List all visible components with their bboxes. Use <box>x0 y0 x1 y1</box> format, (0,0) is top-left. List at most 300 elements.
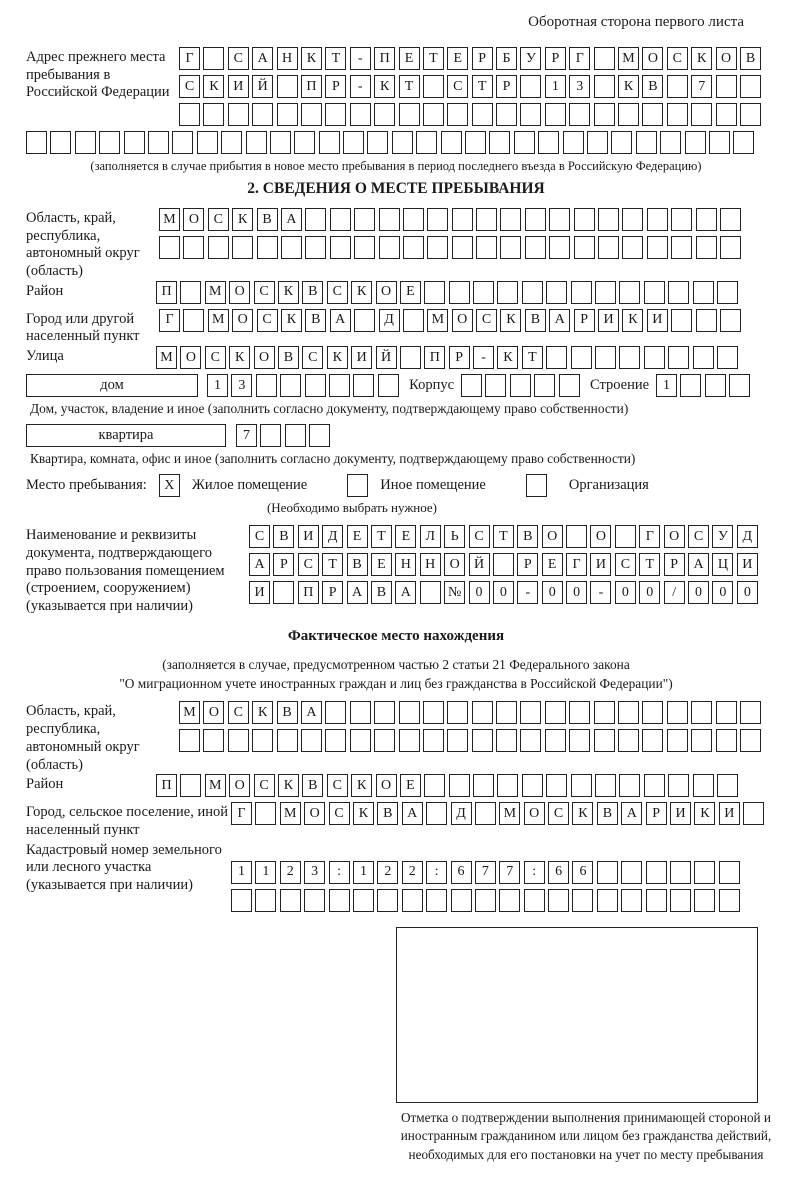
char-cell <box>256 374 277 397</box>
checkbox-organization <box>526 474 547 497</box>
char-cell <box>647 236 668 259</box>
char-cell <box>476 208 497 231</box>
char-cell <box>447 103 468 126</box>
char-cell <box>325 103 346 126</box>
stroenie-label: Строение <box>589 377 650 394</box>
document-row-3 <box>249 581 761 604</box>
char-cell <box>343 131 364 154</box>
char-cell: С <box>329 802 350 825</box>
char-cell <box>520 701 541 724</box>
char-cell <box>305 208 326 231</box>
char-cell: П <box>374 47 395 70</box>
char-cell: К <box>278 774 299 797</box>
korpus-cells <box>461 374 583 397</box>
char-cell: - <box>517 581 538 604</box>
char-cell <box>720 236 741 259</box>
char-cell: Ц <box>712 553 733 576</box>
option-residential-label: Жилое помещение <box>191 477 308 494</box>
char-cell: 6 <box>548 861 569 884</box>
char-cell <box>693 346 714 369</box>
char-cell: А <box>549 309 570 332</box>
char-cell <box>447 729 468 752</box>
char-cell: С <box>469 525 490 548</box>
fact-city-row <box>231 802 768 825</box>
char-cell <box>670 889 691 912</box>
fact-district-label: Район <box>26 776 64 793</box>
char-cell <box>671 309 692 332</box>
char-cell: С <box>298 553 319 576</box>
char-cell <box>246 131 267 154</box>
char-cell: О <box>524 802 545 825</box>
char-cell <box>350 701 371 724</box>
char-cell: В <box>273 525 294 548</box>
char-cell <box>301 103 322 126</box>
char-cell: 7 <box>499 861 520 884</box>
char-cell: 1 <box>545 75 566 98</box>
char-cell <box>546 281 567 304</box>
char-cell: И <box>351 346 372 369</box>
char-cell <box>179 729 200 752</box>
char-cell: К <box>500 309 521 332</box>
char-cell <box>667 701 688 724</box>
char-cell: Д <box>451 802 472 825</box>
char-cell <box>594 103 615 126</box>
char-cell: В <box>525 309 546 332</box>
char-cell <box>423 729 444 752</box>
char-cell: С <box>667 47 688 70</box>
char-cell: К <box>622 309 643 332</box>
fact-district-field <box>26 774 766 802</box>
char-cell <box>716 729 737 752</box>
char-cell <box>670 861 691 884</box>
char-cell: С <box>257 309 278 332</box>
char-cell <box>148 131 169 154</box>
char-cell <box>203 729 224 752</box>
fact-region-row-2 <box>179 729 764 752</box>
char-cell <box>197 131 218 154</box>
char-cell: 0 <box>615 581 636 604</box>
char-cell: И <box>647 309 668 332</box>
char-cell <box>594 75 615 98</box>
char-cell <box>729 374 750 397</box>
char-cell: В <box>302 774 323 797</box>
char-cell <box>520 729 541 752</box>
char-cell <box>353 889 374 912</box>
char-cell: Б <box>496 47 517 70</box>
char-cell: Р <box>517 553 538 576</box>
char-cell: К <box>618 75 639 98</box>
char-cell: М <box>618 47 639 70</box>
fact-district-row <box>156 774 741 797</box>
char-cell <box>392 131 413 154</box>
char-cell <box>719 889 740 912</box>
char-cell <box>367 131 388 154</box>
char-cell: Е <box>542 553 563 576</box>
char-cell: А <box>395 581 416 604</box>
char-cell <box>277 729 298 752</box>
char-cell <box>571 774 592 797</box>
char-cell <box>694 861 715 884</box>
char-cell <box>500 236 521 259</box>
char-cell: Р <box>472 47 493 70</box>
char-cell: М <box>499 802 520 825</box>
char-cell: И <box>737 553 758 576</box>
char-cell <box>691 103 712 126</box>
char-cell <box>330 236 351 259</box>
char-cell: И <box>670 802 691 825</box>
char-cell <box>325 701 346 724</box>
char-cell <box>350 103 371 126</box>
char-cell <box>403 236 424 259</box>
char-cell: А <box>688 553 709 576</box>
char-cell <box>668 346 689 369</box>
char-cell: К <box>229 346 250 369</box>
char-cell <box>595 346 616 369</box>
char-cell: Н <box>420 553 441 576</box>
char-cell: Н <box>395 553 416 576</box>
char-cell <box>452 236 473 259</box>
char-cell <box>646 861 667 884</box>
char-cell <box>667 75 688 98</box>
char-cell: В <box>277 701 298 724</box>
char-cell: О <box>180 346 201 369</box>
region-grid <box>159 208 744 264</box>
char-cell <box>525 208 546 231</box>
char-cell: Г <box>639 525 660 548</box>
char-cell: Р <box>664 553 685 576</box>
fact-region-field <box>26 701 766 774</box>
char-cell <box>644 281 665 304</box>
char-cell: : <box>426 861 447 884</box>
char-cell <box>660 131 681 154</box>
prev-address-caption: (заполняется в случае прибытия в новое место пребывания в период последнего въезда в Российскую Федерацию) <box>90 159 702 173</box>
char-cell <box>618 103 639 126</box>
char-cell <box>587 131 608 154</box>
char-cell: О <box>376 774 397 797</box>
char-cell <box>75 131 96 154</box>
char-cell: М <box>159 208 180 231</box>
char-cell <box>441 131 462 154</box>
char-cell: К <box>572 802 593 825</box>
char-cell <box>716 75 737 98</box>
char-cell: О <box>542 525 563 548</box>
char-cell: О <box>642 47 663 70</box>
char-cell <box>496 701 517 724</box>
district-field <box>26 281 766 309</box>
char-cell: Г <box>231 802 252 825</box>
char-cell <box>500 208 521 231</box>
char-cell <box>719 861 740 884</box>
char-cell: С <box>254 281 275 304</box>
char-cell <box>598 236 619 259</box>
prev-address-row-4 <box>26 131 766 154</box>
city-field <box>26 309 766 346</box>
prev-address-row-3 <box>179 103 764 126</box>
char-cell <box>496 103 517 126</box>
char-cell <box>549 208 570 231</box>
char-cell <box>485 374 506 397</box>
char-cell: В <box>302 281 323 304</box>
korpus-label: Корпус <box>409 377 455 394</box>
stamp-box <box>396 927 758 1103</box>
char-cell <box>709 131 730 154</box>
char-cell: Й <box>376 346 397 369</box>
char-cell <box>424 281 445 304</box>
char-cell: О <box>183 208 204 231</box>
char-cell <box>671 208 692 231</box>
char-cell <box>400 346 421 369</box>
char-cell: 0 <box>712 581 733 604</box>
char-cell <box>304 889 325 912</box>
char-cell: С <box>254 774 275 797</box>
char-cell: 7 <box>475 861 496 884</box>
char-cell <box>473 281 494 304</box>
char-cell <box>472 729 493 752</box>
actual-location-caption <box>26 655 766 694</box>
char-cell <box>597 889 618 912</box>
actual-location-title: Фактическое место нахождения <box>287 627 505 644</box>
char-cell: О <box>716 47 737 70</box>
char-cell <box>496 729 517 752</box>
district-label: Район <box>26 282 64 299</box>
char-cell: Й <box>469 553 490 576</box>
char-cell <box>447 701 468 724</box>
char-cell <box>257 236 278 259</box>
char-cell: С <box>179 75 200 98</box>
char-cell: Ь <box>444 525 465 548</box>
char-cell: С <box>476 309 497 332</box>
street-label: Улица <box>26 348 64 365</box>
char-cell: 7 <box>691 75 712 98</box>
char-cell: А <box>301 701 322 724</box>
char-cell <box>740 729 761 752</box>
char-cell <box>305 374 326 397</box>
char-cell: 3 <box>569 75 590 98</box>
char-cell <box>402 889 423 912</box>
char-cell: Т <box>472 75 493 98</box>
char-cell <box>569 729 590 752</box>
char-cell: С <box>228 701 249 724</box>
char-cell <box>294 131 315 154</box>
char-cell <box>330 208 351 231</box>
char-cell <box>378 374 399 397</box>
char-cell <box>619 281 640 304</box>
char-cell: И <box>598 309 619 332</box>
char-cell: С <box>327 774 348 797</box>
char-cell <box>280 889 301 912</box>
document-grid <box>249 525 761 609</box>
char-cell <box>520 75 541 98</box>
char-cell <box>260 424 281 447</box>
char-cell <box>619 774 640 797</box>
char-cell: В <box>740 47 761 70</box>
char-cell: С <box>302 346 323 369</box>
header-note: Оборотная сторона первого листа <box>528 14 744 30</box>
char-cell: В <box>278 346 299 369</box>
char-cell: : <box>524 861 545 884</box>
char-cell <box>252 103 273 126</box>
char-cell <box>740 103 761 126</box>
char-cell: О <box>664 525 685 548</box>
char-cell: Т <box>371 525 392 548</box>
char-cell <box>594 701 615 724</box>
char-cell <box>280 374 301 397</box>
region-row-2 <box>159 236 744 259</box>
char-cell: Г <box>159 309 180 332</box>
char-cell: В <box>347 553 368 576</box>
char-cell: Е <box>395 525 416 548</box>
char-cell <box>743 802 764 825</box>
char-cell <box>644 346 665 369</box>
apartment-box: квартира <box>26 424 226 447</box>
region-field <box>26 208 766 281</box>
street-row <box>156 346 741 369</box>
char-cell: Г <box>566 553 587 576</box>
char-cell <box>522 281 543 304</box>
char-cell <box>301 729 322 752</box>
char-cell <box>228 103 249 126</box>
char-cell: 1 <box>353 861 374 884</box>
char-cell <box>427 208 448 231</box>
char-cell: Н <box>277 47 298 70</box>
char-cell: 2 <box>402 861 423 884</box>
region-label: Область, край, республика, автономный округ (область) <box>26 210 140 280</box>
char-cell <box>180 774 201 797</box>
char-cell: Л <box>420 525 441 548</box>
char-cell <box>203 103 224 126</box>
char-cell <box>208 236 229 259</box>
char-cell <box>374 103 395 126</box>
char-cell: А <box>402 802 423 825</box>
char-cell: Й <box>252 75 273 98</box>
char-cell: Т <box>493 525 514 548</box>
char-cell: 1 <box>231 861 252 884</box>
char-cell <box>277 75 298 98</box>
char-cell: М <box>179 701 200 724</box>
char-cell: Д <box>379 309 400 332</box>
char-cell <box>615 525 636 548</box>
char-cell <box>668 281 689 304</box>
fact-region-grid <box>179 701 764 757</box>
char-cell: У <box>712 525 733 548</box>
char-cell: Е <box>347 525 368 548</box>
char-cell: 3 <box>231 374 252 397</box>
char-cell <box>461 374 482 397</box>
char-cell <box>525 236 546 259</box>
document-label: Наименование и реквизиты документа, подтверждающего право пользования помещением (строением, сооружением) (указывается при наличии) <box>26 527 225 614</box>
prev-address-label: Адрес прежнего места пребывания в Российской Федерации <box>26 49 170 101</box>
select-note: (Необходимо выбрать нужное) <box>266 500 438 516</box>
char-cell <box>499 889 520 912</box>
prev-address-field <box>26 47 766 131</box>
char-cell: К <box>232 208 253 231</box>
char-cell <box>329 374 350 397</box>
char-cell: О <box>232 309 253 332</box>
char-cell: К <box>252 701 273 724</box>
char-cell <box>524 889 545 912</box>
char-cell: Р <box>273 553 294 576</box>
char-cell: П <box>298 581 319 604</box>
char-cell: В <box>642 75 663 98</box>
char-cell: К <box>351 774 372 797</box>
char-cell <box>124 131 145 154</box>
char-cell <box>493 553 514 576</box>
char-cell <box>597 861 618 884</box>
cadastral-field <box>26 840 766 917</box>
char-cell: 1 <box>207 374 228 397</box>
char-cell <box>50 131 71 154</box>
char-cell <box>595 281 616 304</box>
char-cell <box>489 131 510 154</box>
char-cell <box>475 889 496 912</box>
actual-location-caption-line1: (заполняется в случае, предусмотренном частью 2 статьи 21 Федерального закона <box>162 656 630 672</box>
district-row <box>156 281 741 304</box>
char-cell <box>416 131 437 154</box>
char-cell: Д <box>322 525 343 548</box>
char-cell <box>534 374 555 397</box>
char-cell: Е <box>371 553 392 576</box>
char-cell: К <box>327 346 348 369</box>
char-cell: В <box>257 208 278 231</box>
char-cell: С <box>249 525 270 548</box>
char-cell: В <box>371 581 392 604</box>
char-cell <box>619 346 640 369</box>
char-cell <box>546 774 567 797</box>
char-cell: О <box>229 281 250 304</box>
char-cell <box>399 103 420 126</box>
char-cell: О <box>254 346 275 369</box>
char-cell <box>270 131 291 154</box>
stroenie-cells <box>656 374 754 397</box>
char-cell: Е <box>400 774 421 797</box>
char-cell <box>423 701 444 724</box>
char-cell: А <box>330 309 351 332</box>
cadastral-grid <box>231 861 743 917</box>
char-cell <box>696 236 717 259</box>
char-cell <box>403 309 424 332</box>
char-cell: Т <box>639 553 660 576</box>
char-cell: Р <box>322 581 343 604</box>
char-cell: И <box>298 525 319 548</box>
char-cell <box>426 889 447 912</box>
char-cell <box>691 701 712 724</box>
char-cell: П <box>156 281 177 304</box>
char-cell: Р <box>574 309 595 332</box>
char-cell: С <box>548 802 569 825</box>
char-cell: А <box>281 208 302 231</box>
char-cell: М <box>280 802 301 825</box>
char-cell: О <box>203 701 224 724</box>
char-cell <box>569 701 590 724</box>
char-cell <box>667 103 688 126</box>
char-cell: М <box>427 309 448 332</box>
char-cell <box>252 729 273 752</box>
char-cell <box>325 729 346 752</box>
stay-type-label: Место пребывания: <box>26 477 147 494</box>
char-cell: Р <box>496 75 517 98</box>
char-cell: К <box>694 802 715 825</box>
char-cell: И <box>590 553 611 576</box>
char-cell: - <box>350 47 371 70</box>
house-number-cells <box>207 374 402 397</box>
char-cell <box>221 131 242 154</box>
char-cell <box>691 729 712 752</box>
house-row <box>26 374 766 397</box>
char-cell <box>720 309 741 332</box>
char-cell <box>574 208 595 231</box>
char-cell <box>354 208 375 231</box>
char-cell: 0 <box>542 581 563 604</box>
